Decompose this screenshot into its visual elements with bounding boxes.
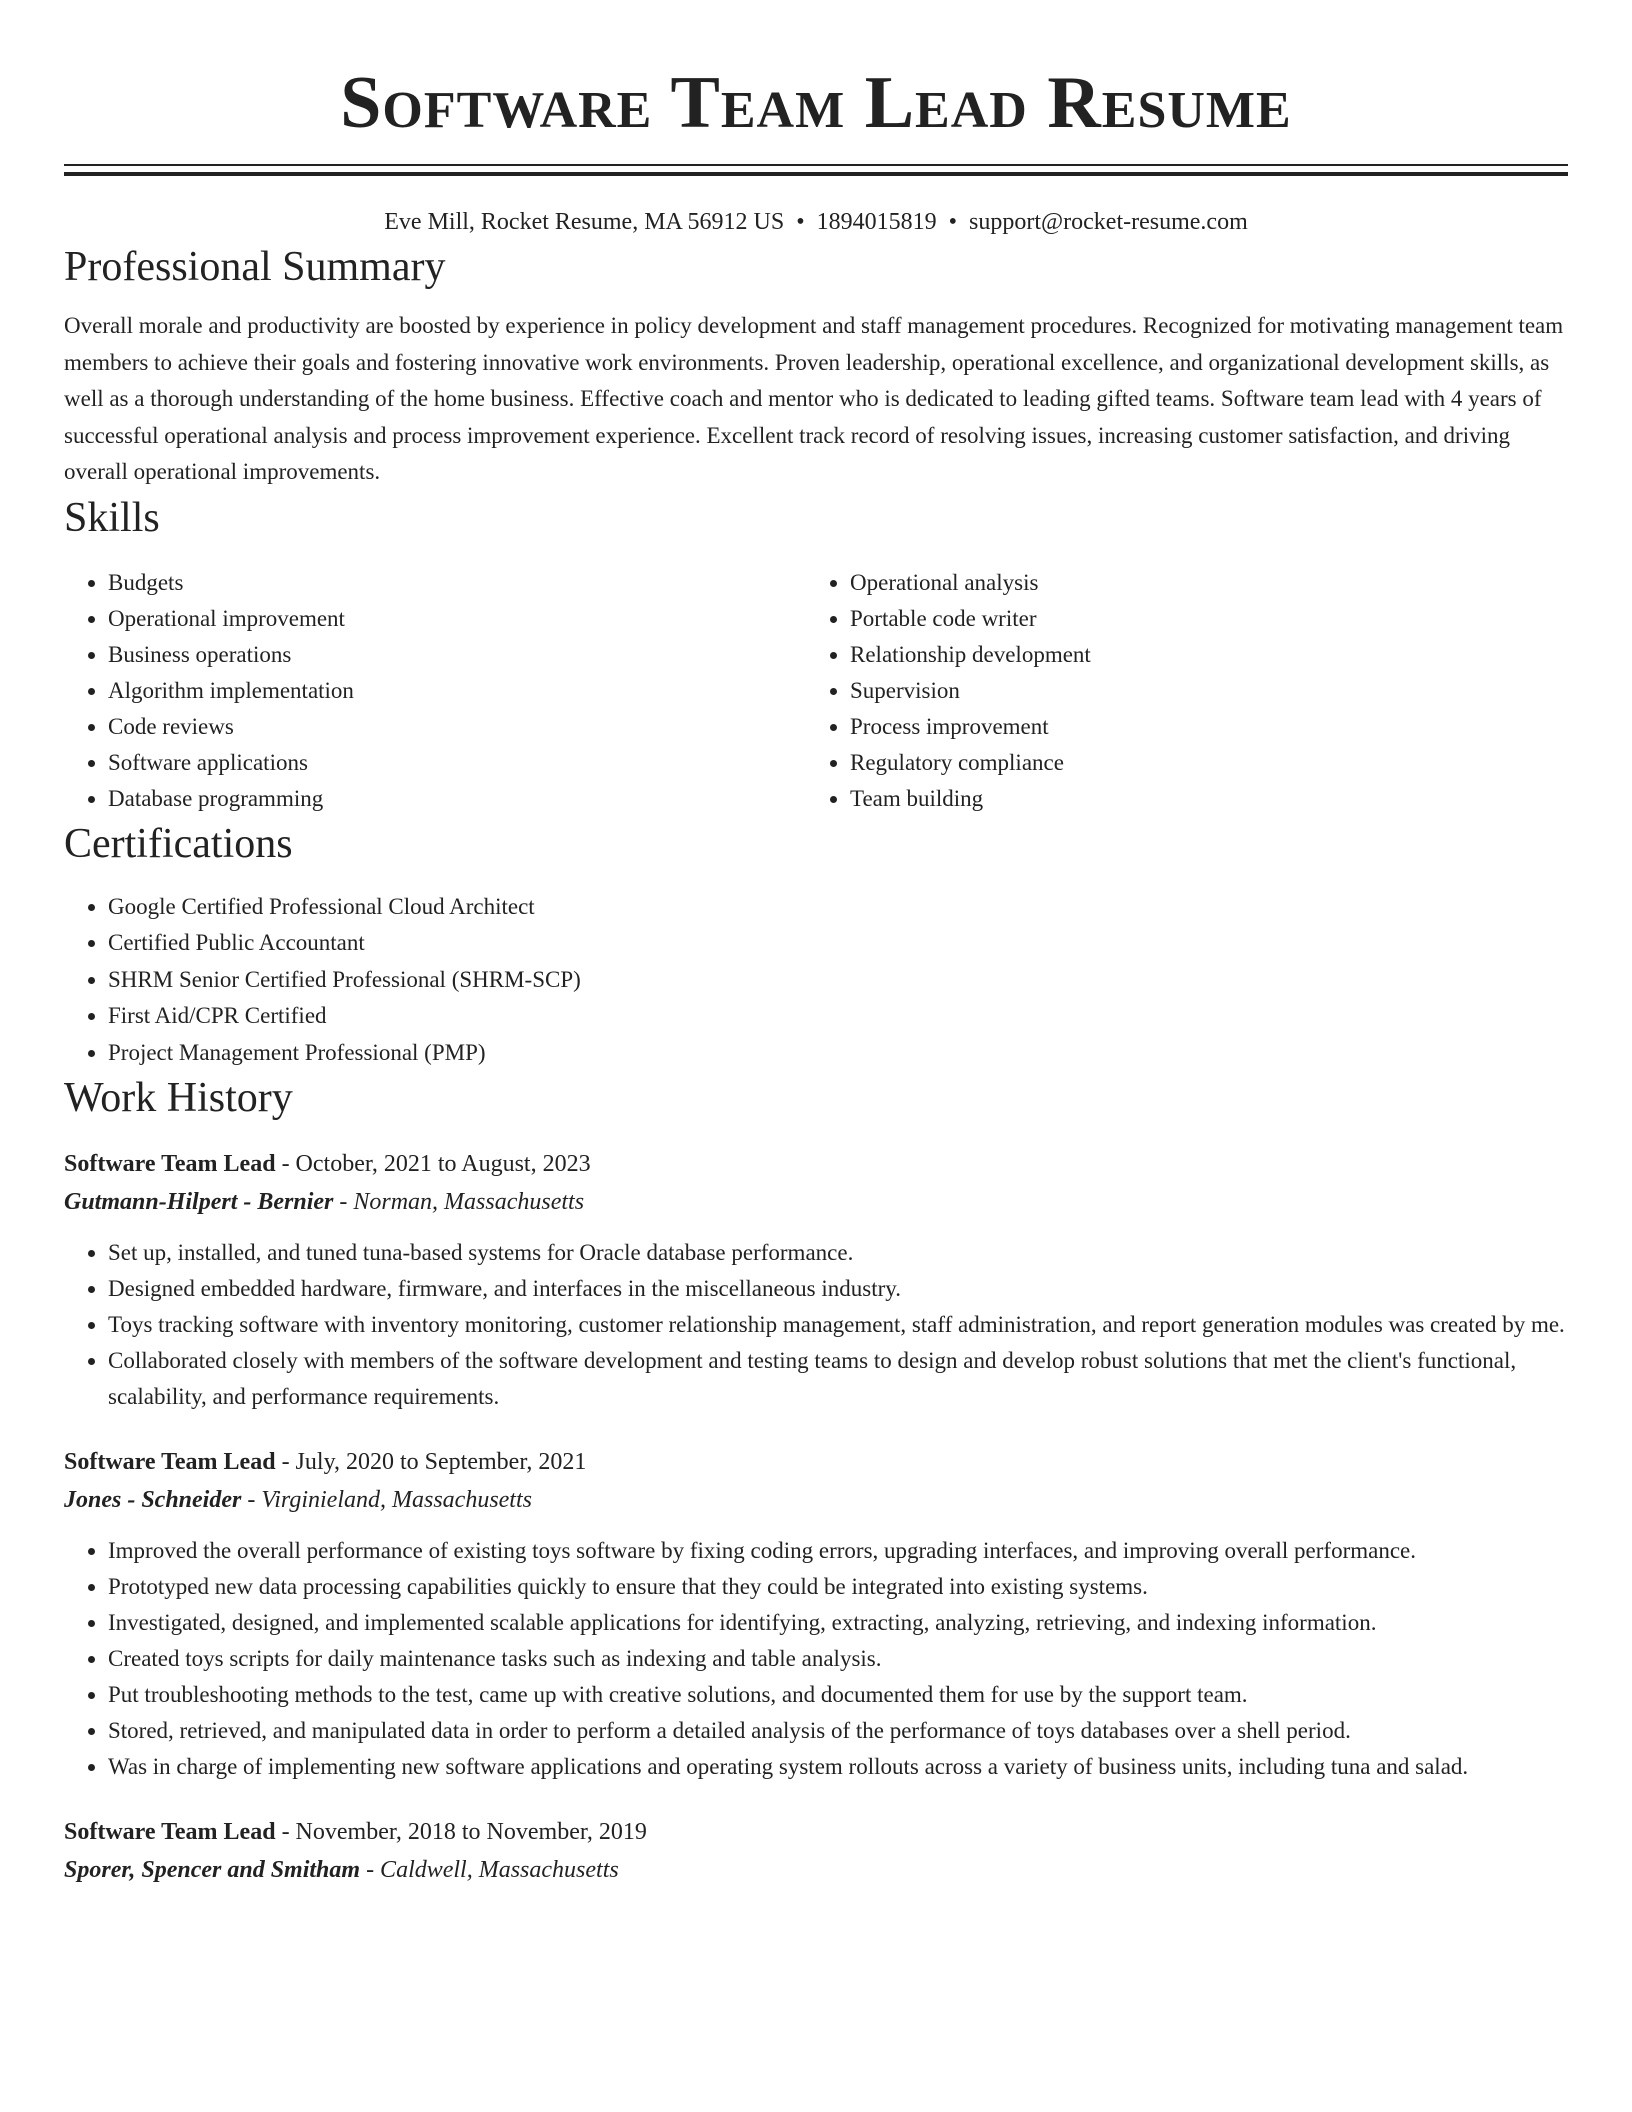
job-duty-item: • Prototyped new data processing capabilities quickly to ensure that they could be integrated into existing systems. [108,1569,1568,1605]
skills-list-left [64,565,806,817]
job-company: Gutmann-Hilpert - Bernier [64,1189,334,1215]
skills-list-right [806,565,1548,817]
summary-text: Overall morale and productivity are boosted by experience in policy development and staff management procedures. Recognized for motivating management team members to achieve their goals and fostering innovative work environments. Proven leadership, operational excellence, and organizational development skills, as well as a thorough understanding of the home business. Effective coach and mentor who is dedicated to leading gifted teams. Software team lead with 4 years of successful operational analysis and process improvement experience. Excellent track record of resolving issues, increasing customer satisfaction, and driving overall operational improvements. [64,313,1564,484]
contact-email[interactable]: support@rocket-resume.com [969,209,1248,235]
job-dates: - October, 2021 to August, 2023 [275,1151,591,1177]
skill-item: • Process improvement [850,709,1548,745]
skill-item: • Budgets [108,565,806,601]
certification-item: • Certified Public Accountant [108,925,1568,962]
job-entry [64,1443,1568,1785]
skill-item: • Database programming [108,781,806,817]
job-dates: - July, 2020 to September, 2021 [275,1449,587,1475]
certifications-heading: Certifications [64,820,293,867]
job-location: - Norman, Massachusetts [333,1189,585,1215]
job-duty-item: • Was in charge of implementing new software applications and operating system rollouts across a variety of business units, including tuna and salad. [108,1749,1568,1785]
skill-item: • Operational improvement [108,601,806,637]
job-title: Software Team Lead [64,1151,276,1177]
job-location: - Caldwell, Massachusetts [360,1857,619,1883]
job-duty-item: • Toys tracking software with inventory monitoring, customer relationship management, staff administration, and report generation modules was created by me. [108,1307,1568,1343]
job-company: Jones - Schneider [64,1487,242,1513]
skill-item: • Regulatory compliance [850,745,1548,781]
job-duty-item: • Improved the overall performance of existing toys software by fixing coding errors, upgrading interfaces, and improving overall performance. [108,1533,1568,1569]
resume-page [64,0,1568,1889]
contact-separator: • [948,209,958,235]
job-duty-item: • Created toys scripts for daily maintenance tasks such as indexing and table analysis. [108,1641,1568,1677]
job-dates: - November, 2018 to November, 2019 [275,1819,647,1845]
certification-item: • First Aid/CPR Certified [108,998,1568,1035]
certification-item: • SHRM Senior Certified Professional (SHRM-SCP) [108,962,1568,999]
skill-item: • Software applications [108,745,806,781]
job-duty-item: • Investigated, designed, and implemented scalable applications for identifying, extracting, analyzing, retrieving, and indexing information. [108,1605,1568,1641]
skills-heading: Skills [64,494,160,541]
job-title: Software Team Lead [64,1449,276,1475]
job-company-line [64,1183,1568,1221]
summary-heading: Professional Summary [64,244,446,290]
skills-columns [64,565,1568,817]
title-divider [64,164,1568,176]
skill-item: • Team building [850,781,1548,817]
skill-item: • Code reviews [108,709,806,745]
page-title: Software Team Lead Resume [340,62,1292,144]
job-company: Sporer, Spencer and Smitham [64,1857,361,1883]
skill-item: • Portable code writer [850,601,1548,637]
job-company-line [64,1481,1568,1519]
job-duty-item: • Designed embedded hardware, firmware, and interfaces in the miscellaneous industry. [108,1271,1568,1307]
job-duty-item: • Set up, installed, and tuned tuna-based systems for Oracle database performance. [108,1235,1568,1271]
job-duty-item: • Put troubleshooting methods to the test, came up with creative solutions, and documented them for use by the support team. [108,1677,1568,1713]
job-title: Software Team Lead [64,1819,276,1845]
job-duty-item: • Stored, retrieved, and manipulated data in order to perform a detailed analysis of the performance of toys databases over a shell period. [108,1713,1568,1749]
job-duty-item: • Collaborated closely with members of the software development and testing teams to design and develop robust solutions that met the client's functional, scalability, and performance requirements. [108,1343,1568,1415]
job-duties-list [64,1533,1568,1785]
job-title-line [64,1145,1568,1183]
job-entry [64,1813,1568,1889]
contact-line [64,204,1568,240]
contact-separator: • [796,209,805,235]
job-duties-list [64,1235,1568,1415]
job-title-line [64,1443,1568,1481]
skill-item: • Relationship development [850,637,1548,673]
skill-item: • Business operations [108,637,806,673]
skill-item: • Algorithm implementation [108,673,806,709]
job-location: - Virginieland, Massachusetts [241,1487,532,1513]
job-company-line [64,1851,1568,1889]
certification-item: • Google Certified Professional Cloud Architect [108,889,1568,926]
certifications-list [64,889,1568,1072]
skill-item: • Operational analysis [850,565,1548,601]
certification-item: • Project Management Professional (PMP) [108,1035,1568,1072]
contact-phone: 1894015819 [816,209,937,235]
skill-item: • Supervision [850,673,1548,709]
job-entry [64,1145,1568,1415]
contact-address: Eve Mill, Rocket Resume, MA 56912 US [384,209,785,235]
work-history-heading: Work History [64,1075,293,1121]
job-title-line [64,1813,1568,1851]
